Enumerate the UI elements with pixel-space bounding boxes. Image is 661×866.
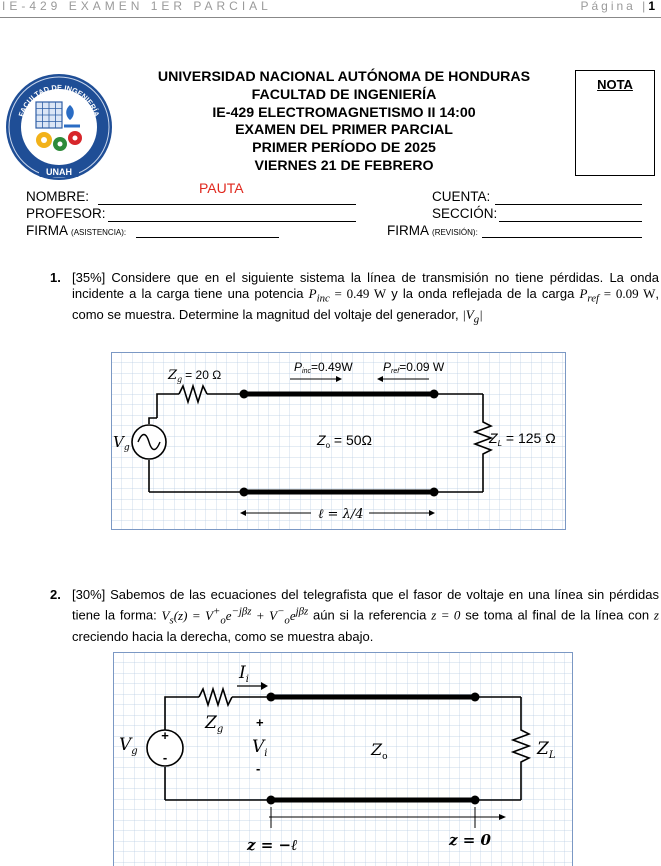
- q1-text-b: y la onda reflejada de la carga: [386, 286, 580, 302]
- q1-pinc-p: P: [308, 286, 317, 302]
- logo-text-bottom: UNAH: [46, 167, 72, 177]
- nombre-line[interactable]: [98, 204, 356, 205]
- c1-pref-val: =0.09 W: [399, 360, 445, 374]
- c1-z0: Z: [317, 432, 326, 448]
- c2-vg: V: [119, 735, 132, 755]
- q1-pref-p: P: [579, 286, 588, 302]
- c2-zg: Z: [205, 713, 217, 733]
- c1-vg-sub: g: [123, 443, 130, 453]
- cuenta-label: CUENTA:: [432, 189, 491, 204]
- q1-vg-end: |: [479, 307, 483, 323]
- c1-zg-sub: g: [177, 375, 183, 384]
- course-name: IE-429 ELECTROMAGNETISMO II 14:00: [212, 104, 476, 121]
- q1-pref: [579, 286, 600, 305]
- c1-pinc-p: P: [294, 360, 303, 374]
- q1-pinc-sub: inc: [316, 293, 330, 305]
- seccion-line[interactable]: [499, 221, 642, 222]
- c2-vi: V: [252, 737, 265, 757]
- q2-eq-sub1: o: [220, 614, 226, 627]
- q1-text-c: , como se muestra. Determine la magnitud del voltaje del generador,: [72, 286, 659, 323]
- c1-vg: V: [113, 433, 124, 451]
- c2-z0: Z: [371, 740, 383, 759]
- c2-source-minus: -: [162, 750, 168, 765]
- c1-zl-sub: L: [497, 439, 503, 448]
- c1-zl: Z: [489, 430, 498, 446]
- circuit-1-figure: [111, 352, 566, 530]
- c1-pinc-val: =0.49W: [310, 360, 353, 374]
- profesor-label: PROFESOR:: [26, 206, 106, 221]
- c1-pref-sub: ref: [391, 368, 400, 375]
- firma-revision-line[interactable]: [482, 237, 642, 238]
- c2-source-plus: +: [161, 728, 169, 743]
- q2-eq-plus: + V: [251, 607, 278, 623]
- c2-vi-sub: i: [264, 748, 268, 759]
- seccion-label: SECCIÓN:: [432, 206, 498, 221]
- q2-eq-e2: e: [289, 607, 296, 623]
- c2-z0-sub: o: [382, 752, 388, 762]
- q2-eq-v: V: [161, 607, 170, 623]
- profesor-line[interactable]: [108, 221, 356, 222]
- q1-text-a: [35%] Considere que en el siguiente sistema la línea de transmisión no tiene pérdidas. La onda incidente a la carga tiene una potencia: [72, 270, 659, 302]
- firma-revision-label: [387, 223, 478, 238]
- circuit-2-figure: [113, 652, 573, 866]
- c2-z-left-label: z = −ℓ: [247, 836, 298, 854]
- page-number: 1: [648, 0, 655, 13]
- c2-vg-sub: g: [131, 746, 138, 757]
- question-2-text: [72, 587, 659, 645]
- q2-eq-rest: (z) = V: [173, 607, 214, 623]
- q2-eq-sub2: o: [284, 614, 290, 627]
- circuit-2-svg: [113, 652, 573, 866]
- c2-ii: I: [239, 663, 246, 683]
- university-name: UNIVERSIDAD NACIONAL AUTÓNOMA DE HONDURAS: [157, 69, 531, 85]
- q2-eq-exp1: −jβz: [231, 605, 252, 618]
- c1-z0-sub: o: [325, 441, 331, 450]
- q1-vg-v: |V: [462, 307, 474, 323]
- q1-pref-sub: ref: [587, 293, 600, 305]
- question-2-number: 2.: [50, 587, 61, 602]
- faculty-logo: [4, 72, 114, 182]
- q2-text-a: [30%] Sabemos de las ecuaciones del telegrafista que el fasor de voltaje en una línea sin pérdidas tiene la forma:: [72, 587, 659, 623]
- q2-z0: z = 0: [431, 607, 461, 623]
- c1-zl-val: = 125 Ω: [502, 430, 556, 446]
- question-1-number: 1.: [50, 270, 61, 285]
- c1-pinc-sub: inc: [302, 368, 311, 375]
- c1-zg-label: [167, 368, 221, 384]
- c1-zg-val: = 20 Ω: [185, 368, 222, 382]
- circuit-1-svg: [111, 352, 566, 530]
- c2-zl: Z: [537, 739, 549, 759]
- q1-pinc: [308, 286, 330, 305]
- running-header: [0, 0, 661, 18]
- c2-z-right-label: z = 0: [449, 831, 491, 849]
- c1-z0-val: = 50Ω: [330, 432, 373, 448]
- q2-text-c: se toma al final de la línea con: [460, 607, 654, 623]
- firma-asistencia-small: (ASISTENCIA):: [71, 228, 127, 237]
- firma-word: FIRMA: [26, 223, 68, 238]
- exam-name: EXAMEN DEL PRIMER PARCIAL: [235, 122, 453, 139]
- q2-eq-exp2: jβz: [295, 605, 309, 618]
- q2-eq-sup1: +: [213, 605, 221, 618]
- page-indicator: [580, 0, 655, 13]
- q2-eq-e1: e: [225, 607, 232, 623]
- question-1-text: [72, 270, 659, 328]
- firma-asistencia-line[interactable]: [136, 237, 279, 238]
- c2-zl-sub: L: [548, 750, 556, 761]
- q2-text-d: creciendo hacia la derecha, como se muestra abajo.: [72, 628, 374, 644]
- q1-vg: [462, 307, 483, 326]
- firma-revision-small: (REVISIÓN):: [432, 228, 478, 237]
- q1-eq1: = 0.49 W: [329, 286, 387, 302]
- firma-asistencia-label: [26, 223, 126, 238]
- exam-date: VIERNES 21 DE FEBRERO: [254, 157, 434, 174]
- cuenta-line[interactable]: [495, 204, 642, 205]
- q2-equation: [161, 605, 309, 627]
- c2-vi-minus: -: [256, 761, 261, 776]
- answer-key-stamp: PAUTA: [199, 180, 244, 196]
- nombre-label: NOMBRE:: [26, 189, 90, 204]
- institution-block: [118, 69, 570, 176]
- q2-eq-sub: s: [169, 614, 174, 627]
- c1-z0-label: [316, 432, 372, 450]
- grade-box: [575, 70, 655, 176]
- q2-text-b: aún si la referencia: [308, 607, 432, 623]
- c1-pref-p: P: [383, 360, 392, 374]
- c1-zg: Z: [168, 368, 178, 383]
- q2-z: z: [653, 607, 659, 623]
- c2-zg-sub: g: [216, 724, 224, 735]
- c1-length-label: ℓ = λ/4: [318, 507, 364, 522]
- q1-vg-sub: g: [473, 314, 480, 326]
- c2-vi-plus: +: [256, 715, 264, 730]
- logo-text-top: FACULTAD DE INGENIERÍA: [16, 82, 102, 118]
- page-label: Página |: [580, 0, 649, 13]
- firma-revision-word: FIRMA: [387, 223, 429, 238]
- grade-label: NOTA: [597, 77, 633, 92]
- faculty-name: FACULTAD DE INGENIERÍA: [251, 86, 437, 103]
- course-code: IE-429 EXAMEN 1ER PARCIAL: [2, 0, 272, 13]
- q1-eq2: = 0.09 W: [599, 286, 656, 302]
- q2-eq-sup2: −: [277, 605, 285, 618]
- exam-period: PRIMER PERÍODO DE 2025: [252, 140, 436, 157]
- c2-ii-sub: i: [245, 674, 249, 685]
